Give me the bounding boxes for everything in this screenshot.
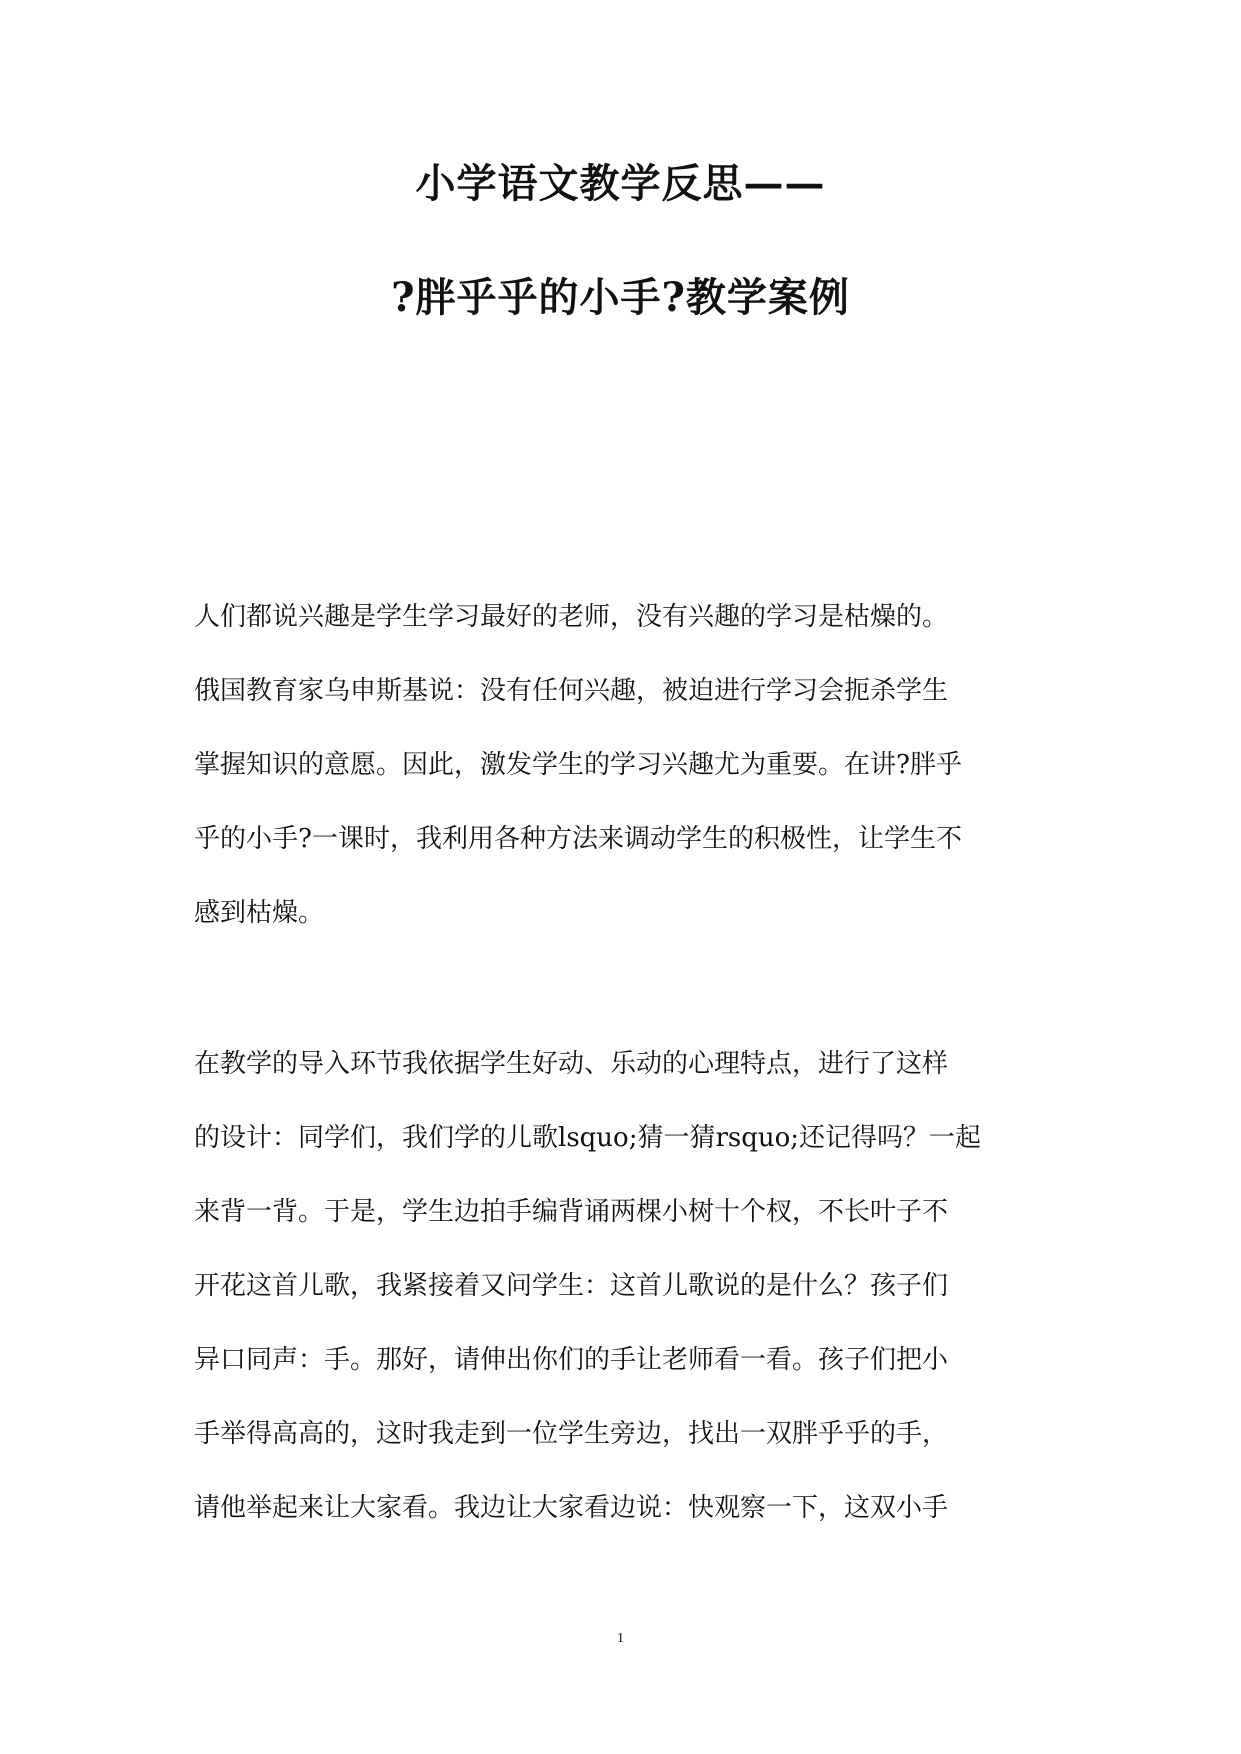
page-number: 1 <box>617 1631 624 1646</box>
paragraph-line: 掌握知识的意愿。因此，激发学生的学习兴趣尤为重要。在讲?胖乎 <box>194 750 962 780</box>
paragraph-line: 异口同声：手。那好，请伸出你们的手让老师看一看。孩子们把小 <box>194 1345 949 1375</box>
paragraph-2 <box>194 1037 1064 1555</box>
paragraph-line: 在教学的导入环节我依据学生好动、乐动的心理特点，进行了这样 <box>194 1049 949 1079</box>
paragraph-line: 请他举起来让大家看。我边让大家看边说：快观察一下，这双小手 <box>194 1493 949 1523</box>
paragraph-line: 俄国教育家乌申斯基说：没有任何兴趣，被迫进行学习会扼杀学生 <box>194 676 949 706</box>
paragraph-line: 开花这首儿歌，我紧接着又问学生：这首儿歌说的是什么？孩子们 <box>194 1271 949 1301</box>
paragraph-line: 的设计：同学们，我们学的儿歌lsquo;猜一猜rsquo;还记得吗？一起 <box>194 1123 982 1153</box>
paragraph-line: 乎的小手?一课时，我利用各种方法来调动学生的积极性，让学生不 <box>194 824 962 854</box>
paragraph-1 <box>194 590 1064 960</box>
paragraph-line: 人们都说兴趣是学生学习最好的老师，没有兴趣的学习是枯燥的。 <box>194 602 949 632</box>
paragraph-line: 手举得高高的，这时我走到一位学生旁边，找出一双胖乎乎的手， <box>194 1419 949 1449</box>
paragraph-line: 来背一背。于是，学生边拍手编背诵两棵小树十个杈，不长叶子不 <box>194 1197 949 1227</box>
paragraph-line: 感到枯燥。 <box>194 898 325 928</box>
document-title-line-1: 小学语文教学反思—— <box>415 160 826 207</box>
document-title-line-2: ?胖乎乎的小手?教学案例 <box>391 274 850 321</box>
